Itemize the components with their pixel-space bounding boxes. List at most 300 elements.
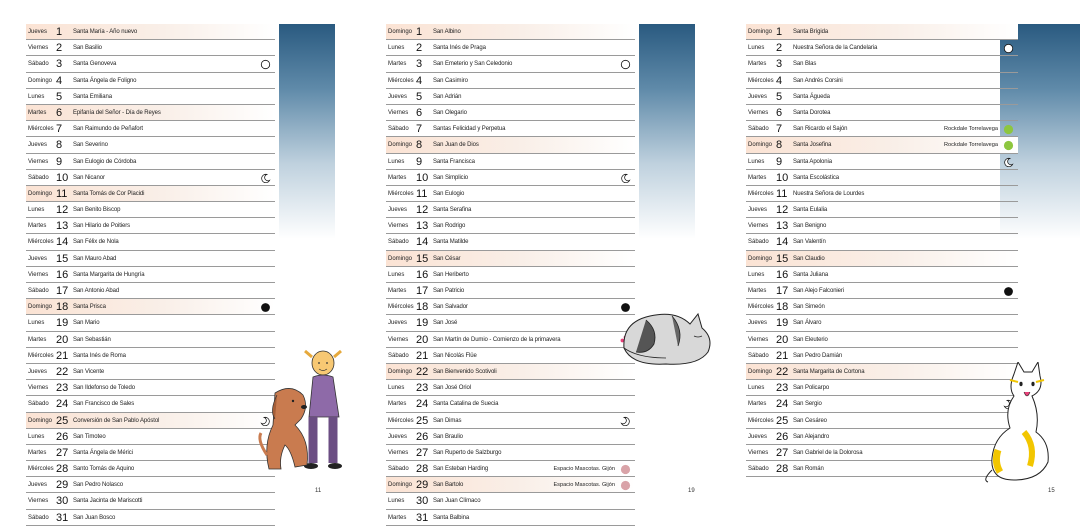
saint-name: San Ildefonso de Toledo — [73, 385, 135, 392]
saint-name: San Adrián — [433, 93, 462, 100]
weekday-label: Lunes — [388, 498, 405, 505]
day-row — [26, 234, 275, 250]
day-number: 12 — [416, 204, 429, 217]
day-row — [386, 121, 635, 137]
day-number: 8 — [416, 139, 423, 152]
day-number: 10 — [416, 171, 429, 184]
day-number: 31 — [416, 511, 429, 524]
weekday-label: Sábado — [388, 126, 409, 133]
saint-name: San Félix de Nola — [73, 239, 119, 246]
day-number: 21 — [416, 349, 429, 362]
day-number: 20 — [56, 333, 69, 346]
day-row — [386, 73, 635, 89]
day-row — [386, 510, 635, 526]
day-number: 26 — [776, 430, 789, 443]
weekday-label: Viernes — [748, 223, 769, 230]
day-number: 22 — [776, 365, 789, 378]
day-row — [746, 461, 1018, 477]
weekday-label: Lunes — [748, 158, 765, 165]
day-number: 6 — [416, 106, 423, 119]
day-row — [386, 24, 635, 40]
saint-name: San Emeterio y San Celedonio — [433, 61, 513, 68]
decorative-gradient — [639, 24, 695, 239]
day-number: 6 — [56, 106, 63, 119]
day-list — [386, 24, 635, 526]
day-row — [26, 413, 275, 429]
day-number: 27 — [776, 446, 789, 459]
weekday-label: Domingo — [748, 142, 773, 149]
day-number: 16 — [416, 268, 429, 281]
saint-name: San Mauro Abad — [73, 255, 117, 262]
day-row — [386, 154, 635, 170]
saint-name: San Pedro Nolasco — [73, 482, 123, 489]
new-moon-icon — [1003, 43, 1014, 54]
weekday-label: Martes — [748, 174, 767, 181]
saint-name: Santa Matilde — [433, 239, 469, 246]
saint-name: San Alejandro — [793, 433, 830, 440]
weekday-label: Domingo — [388, 29, 413, 35]
day-number: 21 — [56, 349, 69, 362]
day-row — [26, 364, 275, 380]
weekday-label: Domingo — [748, 255, 773, 262]
saint-name: San César — [433, 255, 461, 262]
saint-name: Santa Juliana — [793, 271, 829, 278]
day-row — [386, 380, 635, 396]
saint-name: San Albino — [433, 29, 461, 35]
day-row — [386, 186, 635, 202]
day-number: 1 — [56, 26, 63, 38]
day-number: 7 — [776, 123, 783, 136]
day-number: 7 — [56, 123, 63, 136]
saint-name: San Bienvenido Scotivoli — [433, 368, 497, 375]
saint-name: Santa Inés de Roma — [73, 352, 126, 359]
day-number: 26 — [416, 430, 429, 443]
saint-name: San Vicente — [73, 368, 105, 375]
saint-name: Santa Ángela de Foligno — [73, 77, 137, 84]
saint-name: San Martín de Dumio - Comienzo de la primavera — [433, 336, 561, 343]
day-number: 23 — [416, 382, 429, 395]
day-row — [386, 170, 635, 186]
saint-name: Santa Francisca — [433, 158, 475, 165]
day-row — [26, 121, 275, 137]
day-row — [746, 40, 1018, 56]
day-row — [26, 154, 275, 170]
saint-name: San Juan de Dios — [433, 142, 479, 149]
weekday-label: Martes — [388, 288, 407, 294]
weekday-label: Miércoles — [28, 239, 54, 246]
weekday-label: Miércoles — [388, 190, 414, 197]
day-number: 20 — [776, 333, 789, 346]
weekday-label: Martes — [748, 288, 767, 294]
day-row — [386, 251, 635, 267]
day-row — [746, 186, 1018, 202]
day-row — [26, 493, 275, 509]
day-row — [386, 218, 635, 234]
saint-name: Santa Catalina de Suecia — [433, 401, 499, 408]
weekday-label: Sábado — [748, 239, 769, 246]
saint-name: San Policarpo — [793, 385, 830, 392]
day-number: 14 — [416, 236, 429, 249]
saint-name: San Ruperto de Salzburgo — [433, 449, 502, 456]
saint-name: San Raimundo de Peñafort — [73, 126, 143, 133]
weekday-label: Miércoles — [388, 417, 414, 424]
saint-name: San Simplicio — [433, 174, 469, 181]
saint-name: San Olegario — [433, 109, 467, 116]
weekday-label: Viernes — [388, 223, 409, 230]
day-row — [26, 105, 275, 121]
day-row — [26, 218, 275, 234]
weekday-label: Domingo — [388, 142, 413, 149]
weekday-label: Sábado — [388, 352, 409, 359]
first-quarter-moon-icon — [620, 173, 631, 184]
weekday-label: Miércoles — [748, 77, 774, 84]
saint-name: San Eulogio — [433, 190, 465, 197]
saint-name: San Eulogio de Córdoba — [73, 158, 137, 165]
sleeping-cat-illustration — [618, 300, 718, 370]
day-number: 24 — [416, 398, 429, 411]
saint-name: Santo Tomás de Aquino — [73, 466, 135, 473]
full-moon-icon — [260, 302, 271, 313]
day-number: 9 — [416, 155, 423, 168]
weekday-label: Jueves — [28, 142, 48, 149]
saint-name: San José Oriol — [433, 385, 471, 392]
weekday-label: Martes — [388, 61, 407, 68]
decorative-gradient — [279, 24, 335, 239]
weekday-label: Domingo — [748, 368, 773, 375]
day-number: 24 — [776, 398, 789, 411]
day-number: 19 — [776, 317, 789, 330]
day-row — [746, 170, 1018, 186]
saint-name: San Bartolo — [433, 482, 464, 489]
day-row — [26, 40, 275, 56]
saint-name: San Basilio — [73, 45, 102, 52]
weekday-label: Domingo — [388, 368, 413, 375]
weekday-label: Miércoles — [28, 126, 54, 133]
day-number: 29 — [56, 479, 69, 492]
saint-name: San Juan Bosco — [73, 514, 116, 521]
saint-name: Epifanía del Señor - Día de Reyes — [73, 109, 161, 116]
day-number: 24 — [56, 398, 69, 411]
saint-name: San Andrés Corsini — [793, 77, 843, 84]
day-number: 19 — [56, 317, 69, 330]
saint-name: Santas Felicidad y Perpetua — [433, 126, 506, 133]
day-row — [386, 445, 635, 461]
day-number: 23 — [56, 382, 69, 395]
day-row — [386, 234, 635, 250]
day-row — [386, 137, 635, 153]
saint-name: San Cesáreo — [793, 417, 827, 424]
event-dot-icon — [620, 480, 631, 491]
saint-name: San Salvador — [433, 304, 468, 311]
saint-name: Santa Escolástica — [793, 174, 839, 181]
day-number: 15 — [416, 252, 429, 265]
saint-name: San Gabriel de la Dolorosa — [793, 449, 863, 456]
day-number: 18 — [416, 301, 429, 314]
weekday-label: Viernes — [28, 498, 49, 505]
day-row — [26, 24, 275, 40]
saint-name: Nuestra Señora de Lourdes — [793, 190, 865, 197]
day-number: 19 — [416, 317, 429, 330]
day-row — [386, 40, 635, 56]
weekday-label: Lunes — [28, 93, 45, 100]
day-number: 20 — [416, 333, 429, 346]
day-list — [26, 24, 275, 526]
day-number: 16 — [56, 268, 69, 281]
saint-name: San Antonio Abad — [73, 288, 120, 294]
day-row — [386, 477, 635, 493]
event-note: Rockdale Torrelavega — [943, 126, 998, 133]
event-dot-icon — [1003, 140, 1014, 151]
day-number: 17 — [56, 285, 69, 297]
saint-name: Santa Águeda — [793, 93, 830, 100]
weekday-label: Miércoles — [748, 417, 774, 424]
event-dot-icon — [620, 464, 631, 475]
saint-name: Santa Tomás de Cor Placidi — [73, 190, 145, 197]
event-note: Espacio Mascotas. Gijón — [553, 466, 615, 473]
day-number: 27 — [416, 446, 429, 459]
day-row — [386, 89, 635, 105]
day-number: 1 — [416, 26, 423, 38]
day-row — [746, 105, 1018, 121]
day-row — [386, 283, 635, 299]
weekday-label: Sábado — [28, 401, 49, 408]
saint-name: San Hilario de Poitiers — [73, 223, 131, 230]
day-number: 25 — [776, 414, 789, 427]
weekday-label: Viernes — [28, 45, 49, 52]
day-number: 10 — [56, 171, 69, 184]
day-number: 14 — [776, 236, 789, 249]
weekday-label: Miércoles — [748, 190, 774, 197]
saint-name: San Alejo Falconieri — [793, 288, 845, 294]
weekday-label: Viernes — [28, 385, 49, 392]
weekday-label: Domingo — [28, 304, 53, 311]
weekday-label: Domingo — [748, 29, 773, 35]
weekday-label: Lunes — [388, 385, 405, 392]
first-quarter-moon-icon — [1003, 157, 1014, 168]
day-row — [746, 234, 1018, 250]
saint-name: Santa Dorotea — [793, 109, 831, 116]
day-number: 5 — [416, 90, 423, 103]
saint-name: San Benigno — [793, 223, 827, 230]
day-row — [26, 251, 275, 267]
day-number: 8 — [776, 139, 783, 152]
day-number: 21 — [776, 349, 789, 362]
day-row — [26, 170, 275, 186]
weekday-label: Jueves — [28, 482, 48, 489]
saint-name: San Álvaro — [793, 320, 822, 327]
day-number: 30 — [416, 495, 429, 508]
saint-name: San Simeón — [793, 304, 825, 311]
weekday-label: Jueves — [748, 320, 768, 327]
weekday-label: Miércoles — [748, 304, 774, 311]
weekday-label: Miércoles — [388, 77, 414, 84]
day-number: 4 — [776, 74, 783, 87]
day-number: 31 — [56, 511, 69, 524]
new-moon-icon — [260, 59, 271, 70]
weekday-label: Martes — [28, 336, 47, 343]
saint-name: Santa María - Año nuevo — [73, 29, 138, 35]
day-row — [746, 154, 1018, 170]
day-number: 28 — [776, 463, 789, 476]
weekday-label: Martes — [28, 109, 47, 116]
day-number: 2 — [56, 42, 63, 55]
saint-name: San Benito Biscop — [73, 207, 121, 214]
first-quarter-moon-icon — [260, 173, 271, 184]
weekday-label: Domingo — [28, 417, 53, 424]
day-number: 13 — [416, 220, 429, 233]
full-moon-icon — [1003, 286, 1014, 297]
weekday-label: Martes — [388, 401, 407, 408]
weekday-label: Miércoles — [28, 352, 54, 359]
day-row — [746, 251, 1018, 267]
weekday-label: Lunes — [748, 271, 765, 278]
day-number: 6 — [776, 106, 783, 119]
day-number: 17 — [776, 285, 789, 297]
event-note: Espacio Mascotas. Gijón — [553, 482, 615, 489]
day-number: 8 — [56, 139, 63, 152]
day-number: 9 — [776, 155, 783, 168]
day-row — [26, 461, 275, 477]
weekday-label: Martes — [388, 514, 407, 521]
day-row — [746, 380, 1018, 396]
saint-name: San Severino — [73, 142, 108, 149]
day-row — [746, 267, 1018, 283]
saint-name: San Román — [793, 466, 824, 473]
saint-name: Santa Inés de Praga — [433, 45, 486, 52]
day-row — [386, 299, 635, 315]
day-row — [26, 348, 275, 364]
day-row — [386, 315, 635, 331]
saint-name: Nuestra Señora de la Candelaria — [793, 45, 878, 52]
day-number: 12 — [56, 204, 69, 217]
day-number: 9 — [56, 155, 63, 168]
day-number: 4 — [56, 74, 63, 87]
weekday-label: Sábado — [748, 126, 769, 133]
day-number: 2 — [416, 42, 423, 55]
weekday-label: Miércoles — [388, 304, 414, 311]
day-number: 13 — [776, 220, 789, 233]
weekday-label: Lunes — [748, 45, 765, 52]
day-number: 30 — [56, 495, 69, 508]
day-number: 7 — [416, 123, 423, 136]
day-number: 10 — [776, 171, 789, 184]
day-row — [386, 429, 635, 445]
weekday-label: Miércoles — [28, 466, 54, 473]
day-list — [746, 24, 1018, 477]
weekday-label: Sábado — [748, 352, 769, 359]
day-row — [746, 73, 1018, 89]
saint-name: Santa Apolonia — [793, 158, 832, 165]
weekday-label: Sábado — [748, 466, 769, 473]
weekday-label: Lunes — [388, 45, 405, 52]
saint-name: San Nicanor — [73, 174, 105, 181]
weekday-label: Sábado — [28, 174, 49, 181]
saint-name: Santa Jacinta de Mariscotti — [73, 498, 143, 505]
saint-name: San Pedro Damián — [793, 352, 843, 359]
saint-name: Santa Genoveva — [73, 61, 117, 68]
saint-name: Santa Balbina — [433, 514, 470, 521]
saint-name: Santa Josefina — [793, 142, 832, 149]
weekday-label: Jueves — [28, 255, 48, 262]
weekday-label: Jueves — [28, 29, 48, 35]
calendar-page-february — [720, 0, 1080, 511]
day-row — [26, 89, 275, 105]
saint-name: San Francisco de Sales — [73, 401, 135, 408]
day-number: 27 — [56, 446, 69, 459]
saint-name: Santa Eulalia — [793, 207, 828, 214]
saint-name: San Esteban Harding — [433, 466, 489, 473]
weekday-label: Viernes — [748, 336, 769, 343]
calendar-page-march — [360, 0, 720, 524]
day-number: 28 — [56, 463, 69, 476]
day-number: 28 — [416, 463, 429, 476]
day-row — [746, 445, 1018, 461]
day-number: 2 — [776, 42, 783, 55]
weekday-label: Viernes — [28, 271, 49, 278]
weekday-label: Viernes — [388, 109, 409, 116]
day-row — [746, 137, 1018, 153]
weekday-label: Sábado — [28, 288, 49, 294]
day-row — [386, 493, 635, 509]
day-number: 5 — [56, 90, 63, 103]
weekday-label: Sábado — [388, 466, 409, 473]
day-number: 25 — [56, 414, 69, 427]
day-number: 11 — [56, 187, 68, 200]
weekday-label: Martes — [388, 174, 407, 181]
saint-name: San Blas — [793, 61, 817, 68]
day-row — [26, 332, 275, 348]
weekday-label: Lunes — [28, 320, 45, 327]
weekday-label: Jueves — [28, 368, 48, 375]
day-row — [746, 348, 1018, 364]
event-note: Rockdale Torrelavega — [943, 142, 998, 149]
day-row — [26, 202, 275, 218]
weekday-label: Lunes — [28, 433, 45, 440]
weekday-label: Domingo — [28, 190, 53, 197]
day-row — [26, 73, 275, 89]
day-row — [746, 24, 1018, 40]
saint-name: San Casimiro — [433, 77, 468, 84]
saint-name: San Braulio — [433, 433, 463, 440]
day-number: 17 — [416, 285, 429, 297]
day-row — [386, 332, 635, 348]
weekday-label: Viernes — [388, 336, 409, 343]
weekday-label: Sábado — [28, 514, 49, 521]
saint-name: San Nicolás Flüe — [433, 352, 477, 359]
weekday-label: Jueves — [388, 433, 408, 440]
weekday-label: Jueves — [388, 320, 408, 327]
saint-name: San Heriberto — [433, 271, 469, 278]
day-row — [26, 445, 275, 461]
day-row — [746, 218, 1018, 234]
saint-name: San Sergio — [793, 401, 822, 408]
saint-name: San Mario — [73, 320, 100, 327]
weekday-label: Viernes — [28, 158, 49, 165]
day-row — [386, 461, 635, 477]
day-row — [746, 299, 1018, 315]
saint-name: San Valentín — [793, 239, 826, 246]
weekday-label: Viernes — [748, 109, 769, 116]
day-number: 3 — [416, 58, 423, 71]
girl-and-dog-illustration — [255, 345, 365, 480]
day-row — [386, 413, 635, 429]
day-number: 4 — [416, 74, 423, 87]
day-number: 1 — [776, 26, 783, 38]
last-quarter-moon-icon — [620, 416, 631, 427]
saint-name: San Rodrigo — [433, 223, 466, 230]
day-number: 11 — [776, 187, 788, 200]
day-number: 26 — [56, 430, 69, 443]
